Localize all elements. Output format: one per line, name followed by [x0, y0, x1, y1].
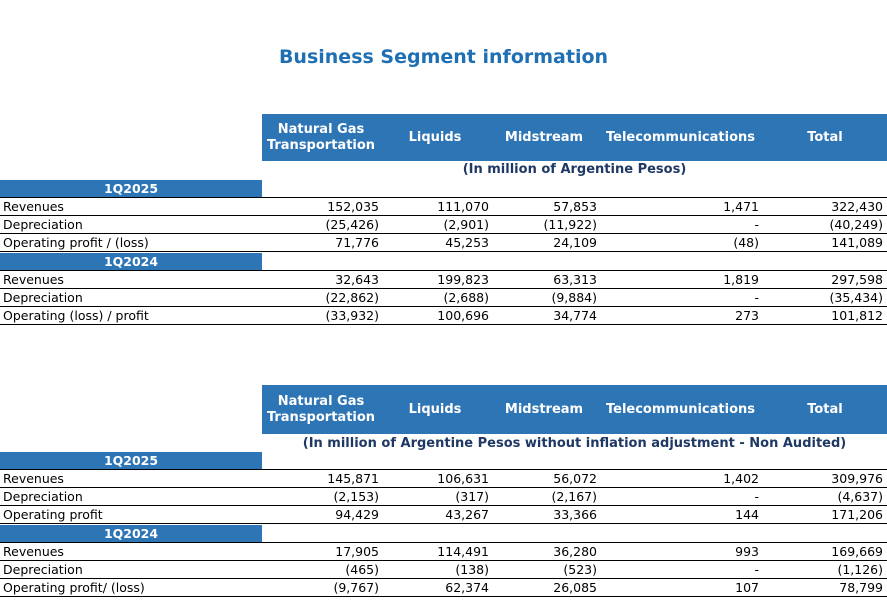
row-label: Revenues	[3, 272, 64, 287]
cell-total: 78,799	[839, 580, 883, 595]
table-row	[0, 488, 887, 506]
cell-telecommunications: 993	[735, 544, 759, 559]
cell-telecommunications: 1,402	[723, 471, 759, 486]
period-label: 1Q2024	[0, 253, 262, 270]
column-telecommunications: Telecommunications	[606, 129, 755, 145]
table-row	[0, 307, 887, 325]
cell-midstream: (9,884)	[551, 290, 597, 305]
row-label: Depreciation	[3, 217, 83, 232]
cell-total: 141,089	[831, 235, 883, 250]
cell-telecommunications: 107	[735, 580, 759, 595]
table-row	[0, 506, 887, 524]
row-label: Depreciation	[3, 290, 83, 305]
cell-midstream: 56,072	[553, 471, 597, 486]
cell-liquids: (2,901)	[443, 217, 489, 232]
table-row	[0, 198, 887, 216]
cell-midstream: (2,167)	[551, 489, 597, 504]
cell-natural-gas: 17,905	[335, 544, 379, 559]
column-natural-gas: Natural Gas Transportation	[266, 121, 376, 153]
cell-liquids: 62,374	[445, 580, 489, 595]
table-row	[0, 561, 887, 579]
cell-telecommunications: -	[754, 562, 759, 577]
column-midstream: Midstream	[504, 401, 584, 417]
cell-natural-gas: (33,932)	[325, 308, 379, 323]
cell-midstream: 26,085	[553, 580, 597, 595]
column-total: Total	[807, 401, 843, 417]
cell-telecommunications: 144	[735, 507, 759, 522]
cell-liquids: 45,253	[445, 235, 489, 250]
column-header	[262, 385, 887, 434]
column-telecommunications: Telecommunications	[606, 401, 755, 417]
cell-midstream: 33,366	[553, 507, 597, 522]
cell-natural-gas: (22,862)	[325, 290, 379, 305]
cell-midstream: (11,922)	[543, 217, 597, 232]
period-label: 1Q2024	[0, 525, 262, 542]
cell-midstream: 24,109	[553, 235, 597, 250]
cell-natural-gas: 32,643	[335, 272, 379, 287]
cell-natural-gas: 71,776	[335, 235, 379, 250]
cell-liquids: (2,688)	[443, 290, 489, 305]
cell-telecommunications: -	[754, 217, 759, 232]
column-liquids: Liquids	[408, 129, 462, 145]
column-header	[262, 114, 887, 161]
cell-natural-gas: 145,871	[327, 471, 379, 486]
cell-liquids: 199,823	[437, 272, 489, 287]
column-natural-gas: Natural Gas Transportation	[266, 393, 376, 425]
cell-natural-gas: 152,035	[327, 199, 379, 214]
table-note: (In million of Argentine Pesos without inflation adjustment - Non Audited)	[302, 436, 847, 451]
cell-total: (35,434)	[829, 290, 883, 305]
row-label: Operating profit/ (loss)	[3, 580, 145, 595]
cell-total: 171,206	[831, 507, 883, 522]
cell-natural-gas: (2,153)	[333, 489, 379, 504]
cell-telecommunications: (48)	[733, 235, 759, 250]
cell-total: 322,430	[831, 199, 883, 214]
cell-telecommunications: 273	[735, 308, 759, 323]
cell-liquids: 100,696	[437, 308, 489, 323]
table-row	[0, 470, 887, 488]
cell-midstream: 63,313	[553, 272, 597, 287]
table-row	[0, 543, 887, 561]
cell-total: (40,249)	[829, 217, 883, 232]
cell-liquids: 111,070	[437, 199, 489, 214]
row-label: Operating (loss) / profit	[3, 308, 149, 323]
table-note: (In million of Argentine Pesos)	[462, 162, 687, 177]
cell-total: (4,637)	[837, 489, 883, 504]
period-label: 1Q2025	[0, 180, 262, 197]
cell-total: 101,812	[831, 308, 883, 323]
cell-total: 297,598	[831, 272, 883, 287]
cell-natural-gas: (9,767)	[333, 580, 379, 595]
cell-midstream: 36,280	[553, 544, 597, 559]
cell-telecommunications: 1,471	[723, 199, 759, 214]
cell-liquids: 43,267	[445, 507, 489, 522]
row-label: Operating profit	[3, 507, 103, 522]
cell-midstream: (523)	[563, 562, 597, 577]
row-label: Depreciation	[3, 562, 83, 577]
table-row	[0, 271, 887, 289]
cell-total: 169,669	[831, 544, 883, 559]
cell-liquids: (317)	[455, 489, 489, 504]
row-label: Revenues	[3, 199, 64, 214]
cell-liquids: 114,491	[437, 544, 489, 559]
column-total: Total	[807, 129, 843, 145]
cell-total: (1,126)	[837, 562, 883, 577]
table-row	[0, 234, 887, 252]
table-row	[0, 289, 887, 307]
cell-natural-gas: (465)	[345, 562, 379, 577]
column-midstream: Midstream	[504, 129, 584, 145]
row-label: Revenues	[3, 544, 64, 559]
cell-midstream: 57,853	[553, 199, 597, 214]
cell-telecommunications: -	[754, 489, 759, 504]
page-title: Business Segment information	[278, 46, 609, 68]
period-label: 1Q2025	[0, 452, 262, 469]
cell-liquids: (138)	[455, 562, 489, 577]
cell-natural-gas: (25,426)	[325, 217, 379, 232]
cell-telecommunications: 1,819	[723, 272, 759, 287]
table-row	[0, 579, 887, 597]
table-row	[0, 216, 887, 234]
cell-midstream: 34,774	[553, 308, 597, 323]
cell-natural-gas: 94,429	[335, 507, 379, 522]
row-label: Depreciation	[3, 489, 83, 504]
cell-total: 309,976	[831, 471, 883, 486]
cell-telecommunications: -	[754, 290, 759, 305]
column-liquids: Liquids	[408, 401, 462, 417]
row-label: Operating profit / (loss)	[3, 235, 149, 250]
cell-liquids: 106,631	[437, 471, 489, 486]
row-label: Revenues	[3, 471, 64, 486]
